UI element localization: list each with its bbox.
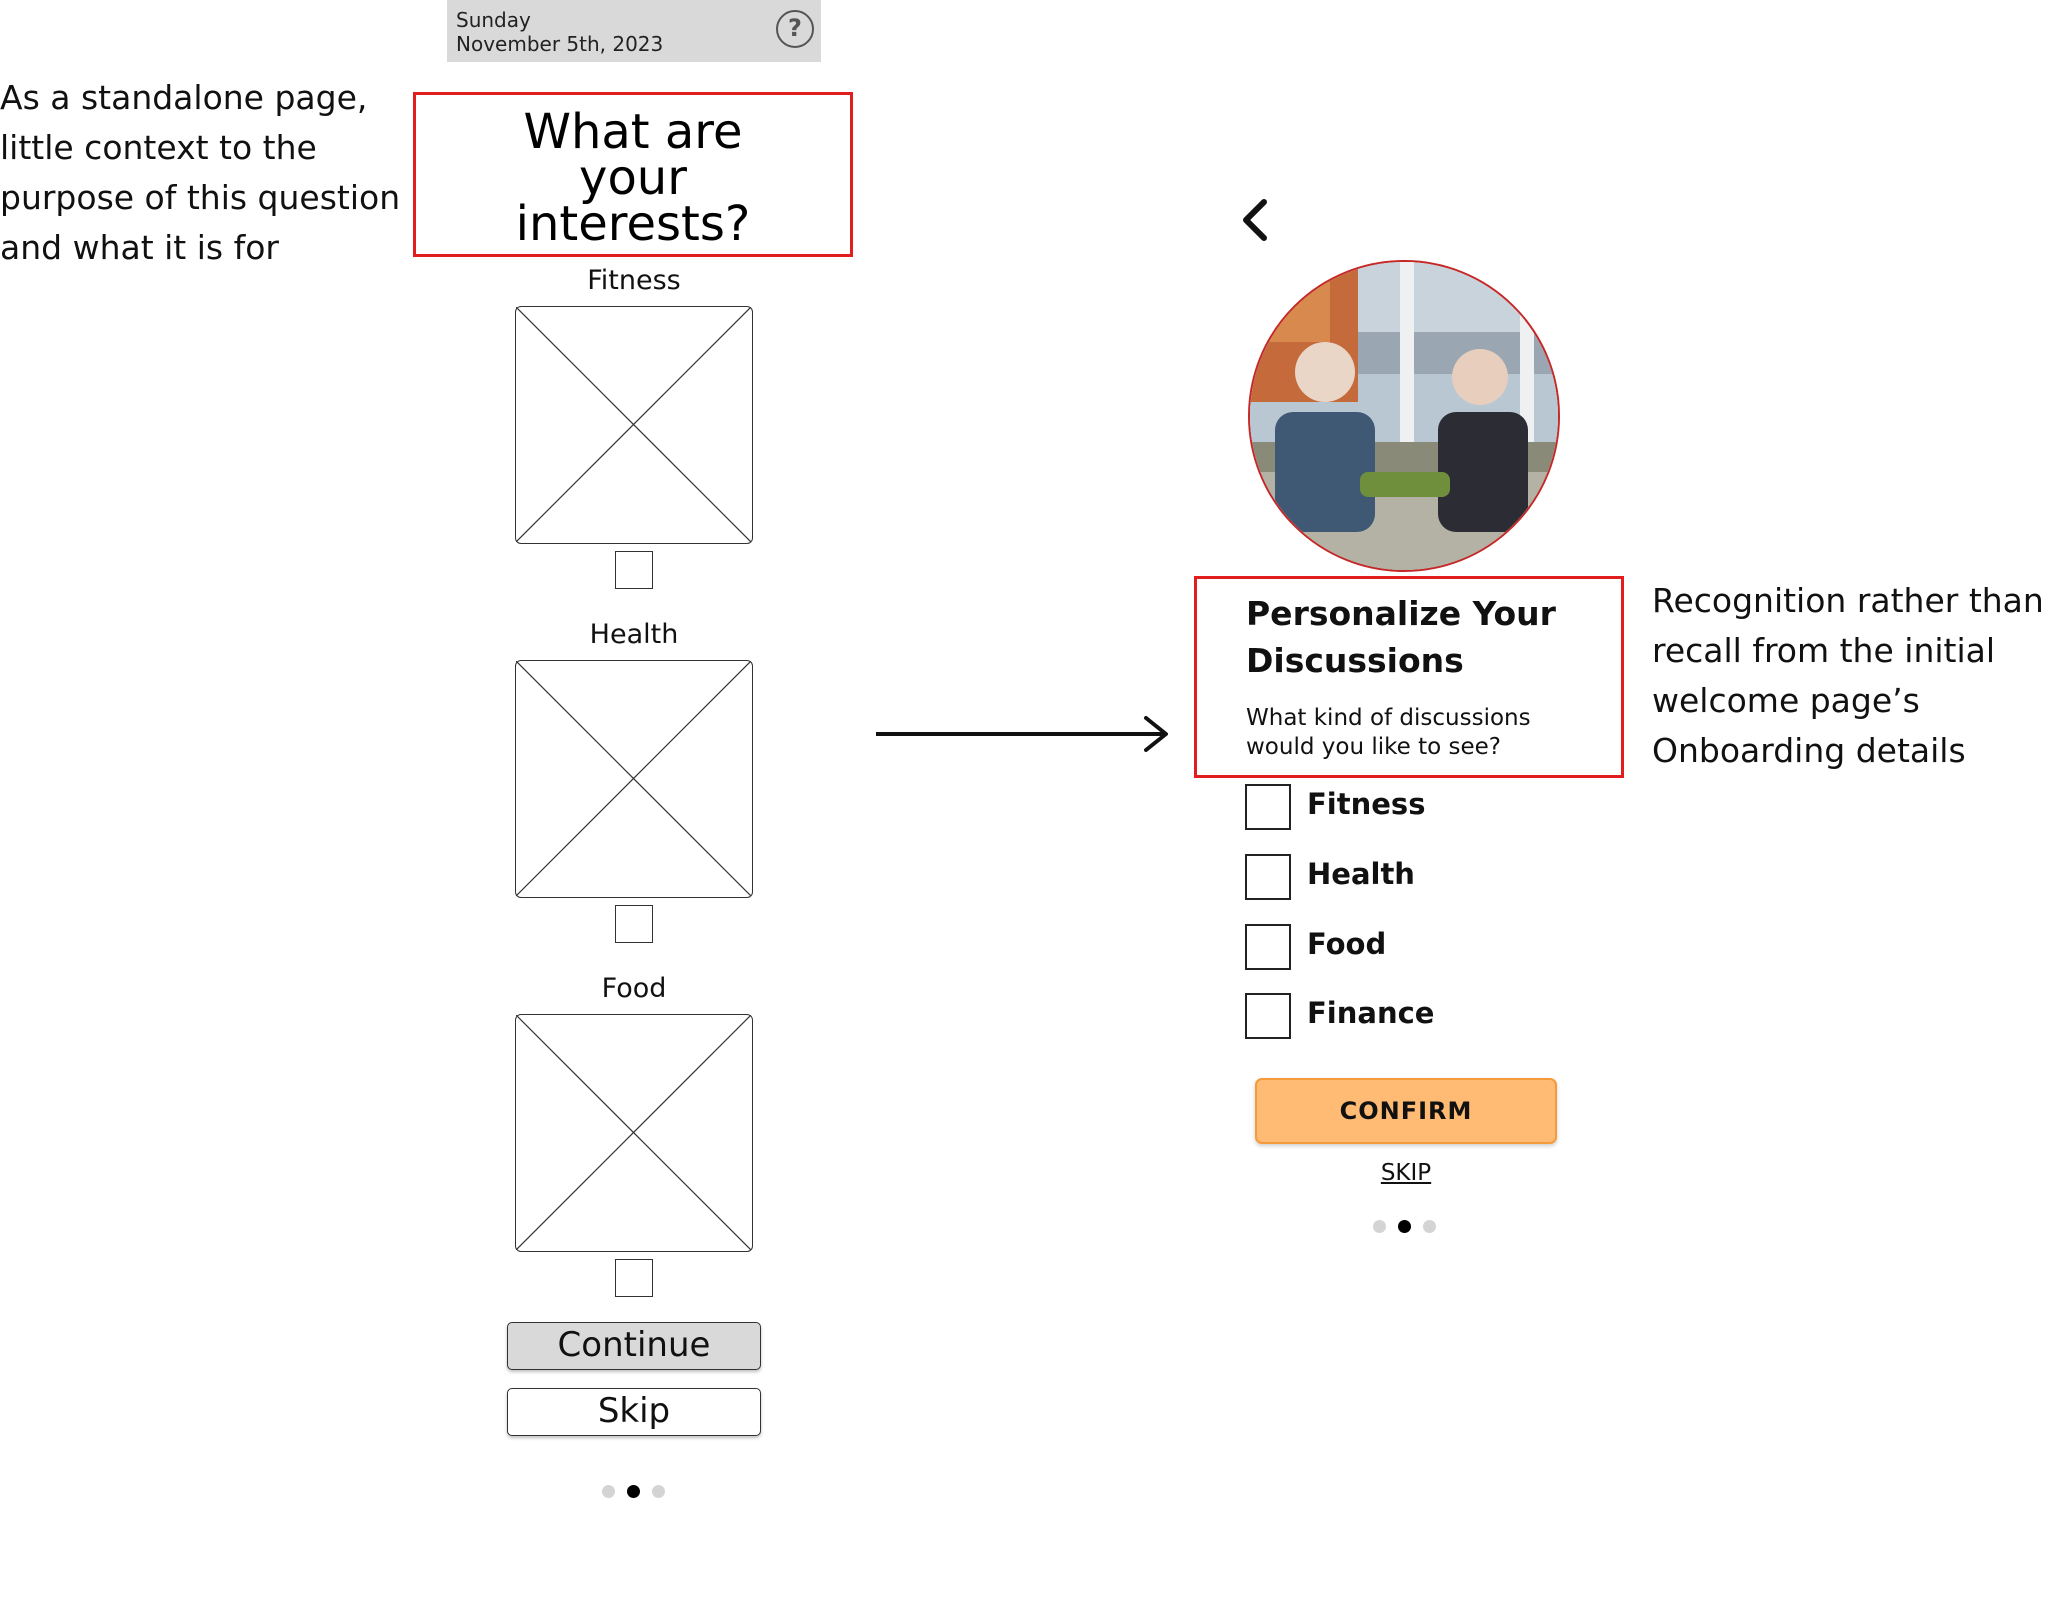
question-line: What are <box>523 104 743 160</box>
option-checkbox[interactable] <box>1245 993 1291 1039</box>
question-line: your <box>579 150 687 206</box>
help-icon[interactable]: ? <box>776 10 814 48</box>
hero-photo <box>1248 260 1560 572</box>
annotation-line: Recognition rather than <box>1652 581 2044 620</box>
option-label: Health <box>1307 857 1415 891</box>
question-line: interests? <box>515 196 751 252</box>
date-full: November 5th, 2023 <box>456 32 664 56</box>
image-placeholder-health <box>515 660 753 898</box>
skip-button[interactable]: Skip <box>507 1388 761 1436</box>
option-label: Finance <box>1307 996 1435 1030</box>
option-label: Fitness <box>1307 787 1426 821</box>
interest-label-food: Food <box>601 973 667 1004</box>
annotation-line: purpose of this question <box>0 178 401 217</box>
title-line: Discussions <box>1246 641 1464 680</box>
interest-checkbox-fitness[interactable] <box>615 551 653 589</box>
personalize-subtitle <box>1246 704 1531 762</box>
annotation-line: welcome page’s <box>1652 681 1920 720</box>
personalize-title <box>1246 590 1556 684</box>
annotation-line: As a standalone page, <box>0 78 368 117</box>
image-placeholder-fitness <box>515 306 753 544</box>
placeholder-x-icon <box>516 307 751 542</box>
confirm-button[interactable]: CONFIRM <box>1255 1078 1557 1144</box>
page-dot-active <box>627 1485 640 1498</box>
subtitle-line: What kind of discussions <box>1246 705 1531 731</box>
annotation-line: little context to the <box>0 128 317 167</box>
image-placeholder-food <box>515 1014 753 1252</box>
annotation-line: recall from the initial <box>1652 631 1996 670</box>
annotation-line: and what it is for <box>0 228 279 267</box>
option-checkbox[interactable] <box>1245 854 1291 900</box>
page-dot-active <box>1398 1220 1411 1233</box>
page-dot <box>602 1485 615 1498</box>
date-day: Sunday <box>456 8 531 32</box>
skip-link[interactable]: SKIP <box>1380 1160 1432 1186</box>
option-checkbox[interactable] <box>1245 924 1291 970</box>
subtitle-line: would you like to see? <box>1246 734 1501 760</box>
interest-label-health: Health <box>589 619 679 650</box>
interest-checkbox-food[interactable] <box>615 1259 653 1297</box>
annotation-line: Onboarding details <box>1652 731 1966 770</box>
right-annotation <box>1652 576 2044 776</box>
page-dot <box>1373 1220 1386 1233</box>
placeholder-x-icon <box>516 1015 751 1250</box>
arrow-right-icon <box>874 716 1174 756</box>
date-header <box>447 0 821 62</box>
page-dot <box>652 1485 665 1498</box>
option-checkbox[interactable] <box>1245 784 1291 830</box>
people-photo-illustration <box>1250 262 1558 570</box>
page-dot <box>1423 1220 1436 1233</box>
back-chevron-icon[interactable] <box>1238 196 1272 244</box>
option-label: Food <box>1307 927 1387 961</box>
left-annotation <box>0 73 400 273</box>
interest-label-fitness: Fitness <box>587 265 681 296</box>
title-line: Personalize Your <box>1246 594 1556 633</box>
continue-button[interactable]: Continue <box>507 1322 761 1370</box>
placeholder-x-icon <box>516 661 751 896</box>
interest-checkbox-health[interactable] <box>615 905 653 943</box>
question-title <box>413 92 853 257</box>
